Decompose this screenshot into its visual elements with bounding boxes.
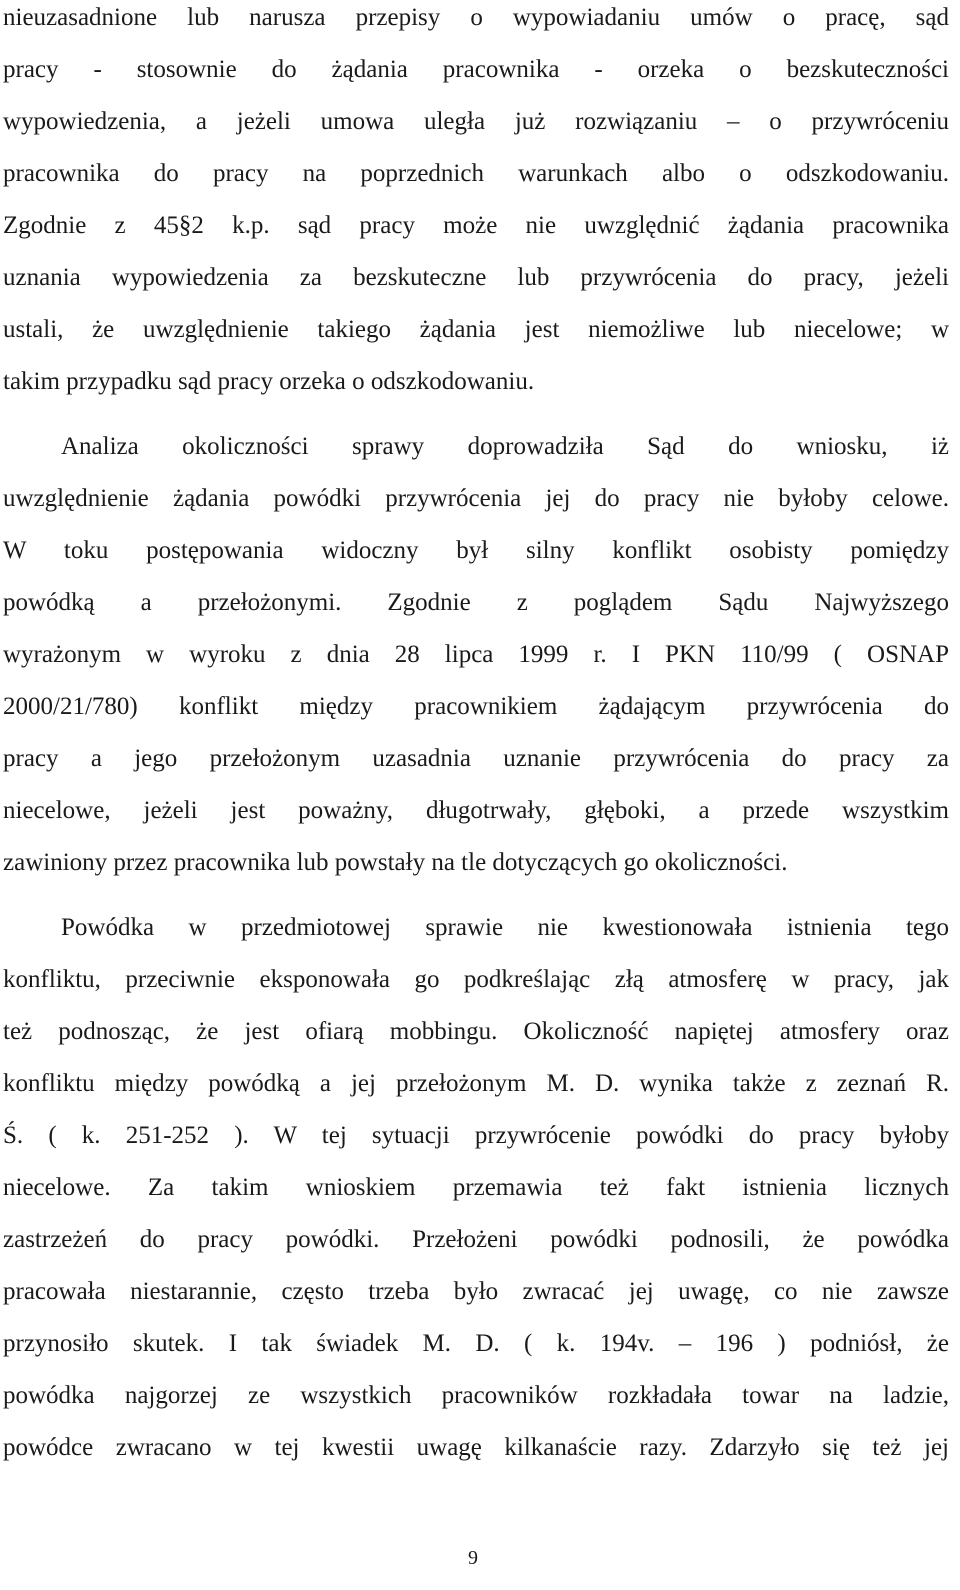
document-body (3, 0, 949, 1482)
text-line: uwzględnienie żądania powódki przywrócenia jej do pracy nie byłoby celowe. (3, 485, 949, 512)
text-line: ustali, że uwzględnienie takiego żądania jest niemożliwe lub niecelowe; w (3, 316, 949, 343)
paragraph-gap (3, 897, 949, 910)
text-line: takim przypadku sąd pracy orzeka o odszkodowaniu. (3, 368, 535, 395)
text-line: 2000/21/780) konflikt między pracownikiem żądającym przywrócenia do (3, 693, 949, 720)
text-line: zawiniony przez pracownika lub powstały na tle dotyczących go okoliczności. (3, 849, 788, 876)
text-line: zastrzeżeń do pracy powódki. Przełożeni powódki podnosili, że powódka (3, 1226, 949, 1253)
text-line: pracy - stosownie do żądania pracownika - orzeka o bezskuteczności (3, 56, 949, 83)
text-line: nieuzasadnione lub narusza przepisy o wypowiadaniu umów o pracę, sąd (3, 4, 949, 31)
paragraph-gap (3, 416, 949, 429)
paragraph-2 (3, 429, 949, 897)
paragraph-1 (3, 0, 949, 416)
text-line: Ś. ( k. 251-252 ). W tej sytuacji przywrócenie powódki do pracy byłoby (3, 1122, 949, 1149)
text-line: też podnosząc, że jest ofiarą mobbingu. Okoliczność napiętej atmosfery oraz (3, 1018, 949, 1045)
text-line: powódka najgorzej ze wszystkich pracowników rozkładała towar na ladzie, (3, 1382, 949, 1409)
text-line: powódce zwracano w tej kwestii uwagę kilkanaście razy. Zdarzyło się też jej (3, 1434, 949, 1461)
paragraph-3 (3, 910, 949, 1482)
text-line: Analiza okoliczności sprawy doprowadziła Sąd do wniosku, iż (61, 433, 949, 460)
page-number: 9 (468, 1547, 478, 1569)
text-line: uznania wypowiedzenia za bezskuteczne lub przywrócenia do pracy, jeżeli (3, 264, 949, 291)
text-line: Zgodnie z 45§2 k.p. sąd pracy może nie uwzględnić żądania pracownika (3, 212, 949, 239)
text-line: niecelowe. Za takim wnioskiem przemawia też fakt istnienia licznych (3, 1174, 949, 1201)
text-line: wypowiedzenia, a jeżeli umowa uległa już rozwiązaniu – o przywróceniu (3, 108, 949, 135)
text-line: konfliktu, przeciwnie eksponowała go podkreślając złą atmosferę w pracy, jak (3, 966, 949, 993)
text-line: konfliktu między powódką a jej przełożonym M. D. wynika także z zeznań R. (3, 1070, 949, 1097)
text-line: niecelowe, jeżeli jest poważny, długotrwały, głęboki, a przede wszystkim (3, 797, 949, 824)
text-line: Powódka w przedmiotowej sprawie nie kwestionowała istnienia tego (61, 914, 949, 941)
text-line: pracy a jego przełożonym uzasadnia uznanie przywrócenia do pracy za (3, 745, 949, 772)
text-line: W toku postępowania widoczny był silny konflikt osobisty pomiędzy (3, 537, 949, 564)
text-line: przynosiło skutek. I tak świadek M. D. ( k. 194v. – 196 ) podniósł, że (3, 1330, 949, 1357)
text-line: pracownika do pracy na poprzednich warunkach albo o odszkodowaniu. (3, 160, 949, 187)
text-line: powódką a przełożonymi. Zgodnie z poglądem Sądu Najwyższego (3, 589, 949, 616)
text-line: pracowała niestarannie, często trzeba było zwracać jej uwagę, co nie zawsze (3, 1278, 949, 1305)
text-line: wyrażonym w wyroku z dnia 28 lipca 1999 r. I PKN 110/99 ( OSNAP (3, 641, 949, 668)
